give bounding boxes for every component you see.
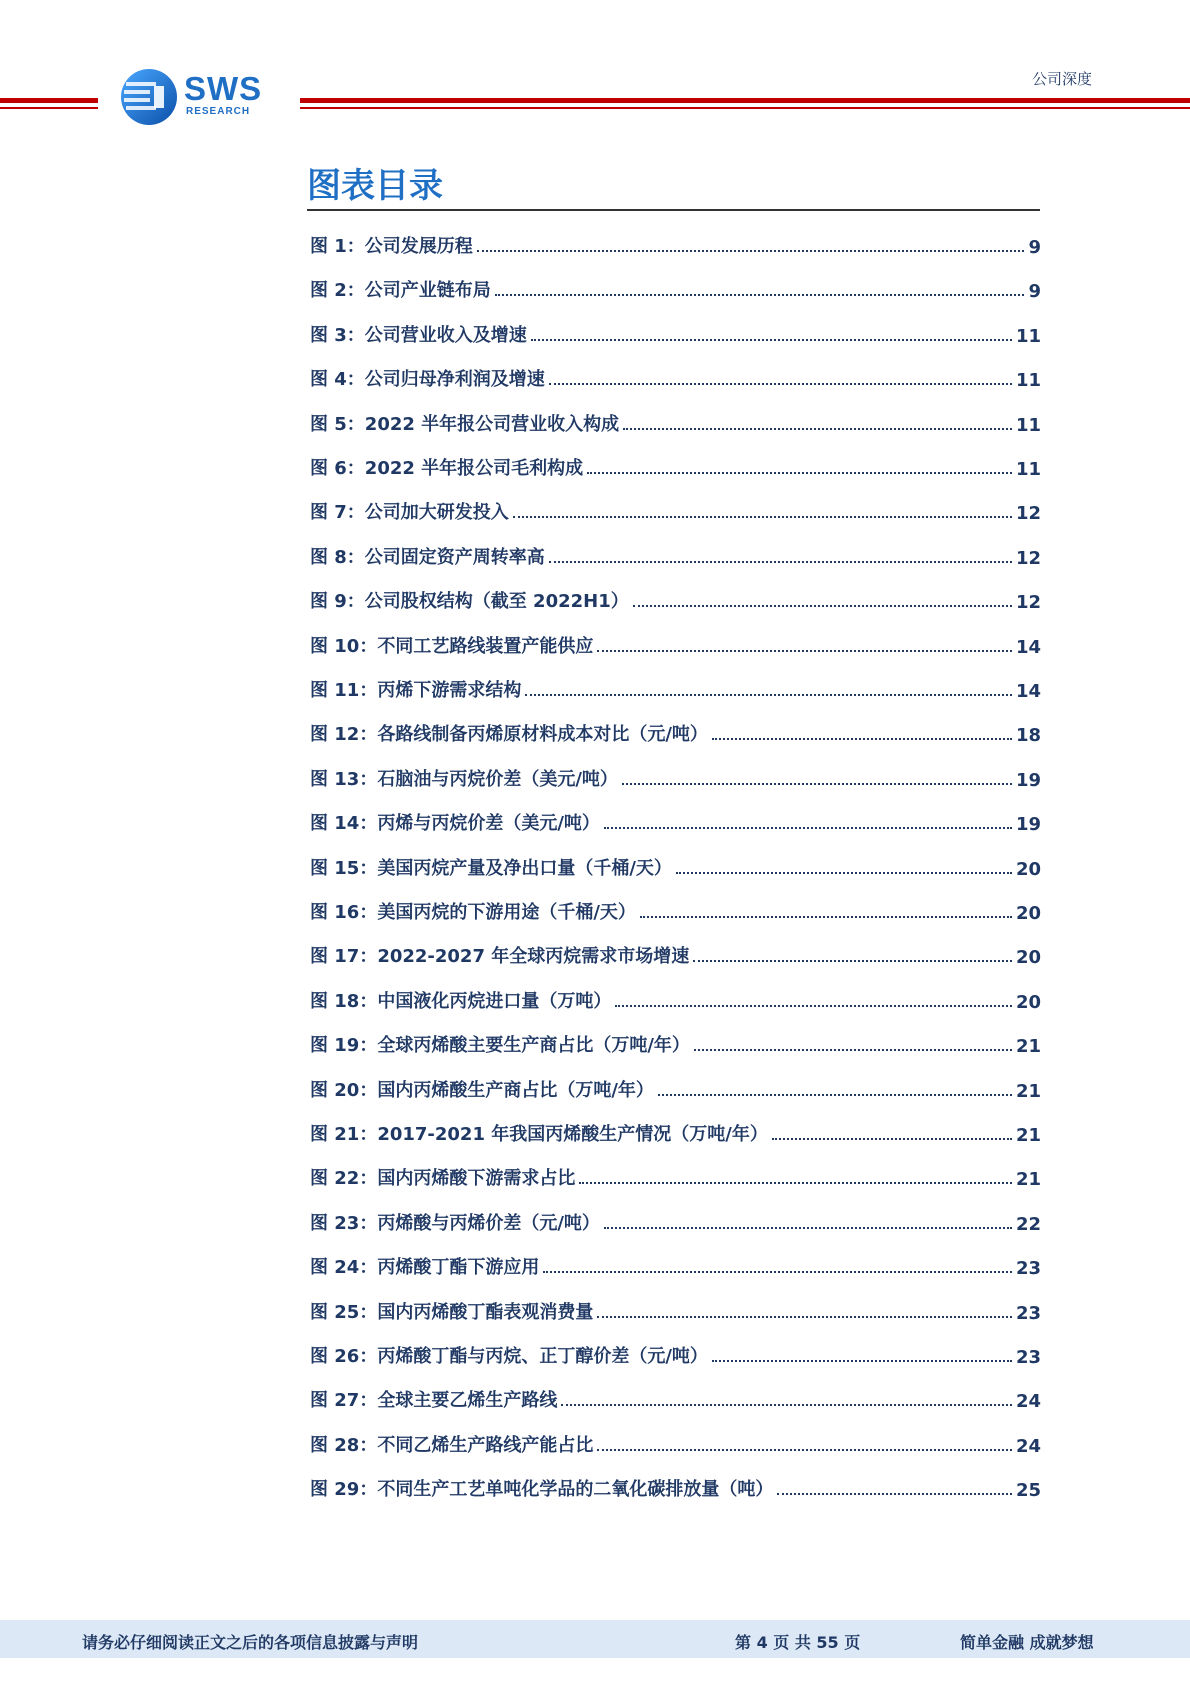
toc-entry-page: 12: [1015, 592, 1041, 614]
toc-entry-page: 20: [1015, 903, 1041, 924]
toc-entry-page: 23: [1015, 1347, 1041, 1368]
toc-entry[interactable]: [310, 1338, 1041, 1368]
toc-entry-page: 9: [1028, 237, 1041, 258]
toc-entry-page: 20: [1015, 947, 1041, 969]
toc-entry-page: 20: [1015, 991, 1041, 1013]
toc-entry-label: 图 23：丙烯酸与丙烯价差（元/吨）: [310, 1212, 600, 1234]
toc-entry-page: 19: [1015, 814, 1041, 836]
toc-entry-label: 图 13：石脑油与丙烷价差（美元/吨）: [310, 768, 618, 790]
toc-entry-page: 24: [1015, 1391, 1041, 1413]
toc-entry-label: 图 20：国内丙烯酸生产商占比（万吨/年）: [310, 1079, 654, 1101]
toc-entry[interactable]: [310, 1160, 1041, 1190]
toc-entry-page: 21: [1015, 1125, 1041, 1146]
toc-entry[interactable]: [310, 539, 1041, 569]
footer-slogan: 简单金融 成就梦想: [960, 1633, 1094, 1652]
toc-entry-page: 11: [1015, 414, 1041, 436]
toc-entry-page: 9: [1028, 281, 1041, 303]
toc-entry[interactable]: [310, 850, 1041, 880]
toc-entry[interactable]: [310, 1249, 1041, 1279]
toc-entry[interactable]: [310, 983, 1041, 1013]
toc-entry[interactable]: [310, 317, 1041, 347]
toc-entry-page: 21: [1015, 1169, 1041, 1191]
toc-entry-page: 14: [1015, 681, 1041, 702]
toc-entry-page: 23: [1015, 1302, 1041, 1324]
toc-entry-page: 21: [1015, 1036, 1041, 1058]
company-logo: [120, 66, 280, 128]
toc-entry-page: 12: [1015, 547, 1041, 569]
toc-entry[interactable]: [310, 761, 1041, 791]
toc-entry[interactable]: [310, 1427, 1041, 1457]
toc-entry-label: 图 7：公司加大研发投入: [310, 502, 509, 524]
header-rule-right: [300, 98, 1190, 109]
toc-entry-label: 图 15：美国丙烷产量及净出口量（千桶/天）: [310, 857, 672, 879]
toc-entry-label: 图 25：国内丙烯酸丁酯表观消费量: [310, 1301, 594, 1323]
toc-entry-label: 图 4：公司归母净利润及增速: [310, 369, 545, 391]
toc-entry-page: 11: [1015, 459, 1041, 480]
toc-entry[interactable]: [310, 628, 1041, 658]
toc-entry-label: 图 28：不同乙烯生产路线产能占比: [310, 1434, 594, 1456]
toc-entry[interactable]: [310, 1072, 1041, 1102]
toc-entry[interactable]: [310, 450, 1041, 480]
logo-text: SWS: [184, 70, 263, 107]
toc-entry-label: 图 12：各路线制备丙烯原材料成本对比（元/吨）: [310, 724, 708, 746]
toc-entry-label: 图 2：公司产业链布局: [310, 280, 491, 302]
toc-entry-label: 图 6：2022 半年报公司毛利构成: [310, 458, 584, 479]
page-title: 图表目录: [307, 166, 443, 206]
footer-page-info: 第 4 页 共 55 页: [735, 1633, 861, 1652]
report-type-label: 公司深度: [1032, 70, 1093, 88]
toc-entry-label: 图 24：丙烯酸丁酯下游应用: [310, 1257, 540, 1279]
toc-entry-label: 图 18：中国液化丙烷进口量（万吨）: [310, 990, 612, 1012]
toc-entry-page: 21: [1015, 1080, 1041, 1102]
toc-entry[interactable]: [310, 272, 1041, 302]
toc-entry-page: 11: [1015, 370, 1041, 392]
toc-entry[interactable]: [310, 672, 1041, 702]
toc-entry-label: 图 29：不同生产工艺单吨化学品的二氧化碳排放量（吨）: [310, 1479, 774, 1501]
toc-entry-page: 23: [1015, 1258, 1041, 1280]
toc-entry-page: 19: [1015, 769, 1041, 791]
toc-entry-label: 图 11：丙烯下游需求结构: [310, 680, 522, 701]
toc-entry[interactable]: [310, 228, 1041, 258]
toc-entry-page: 14: [1015, 636, 1041, 658]
toc-entry[interactable]: [310, 406, 1041, 436]
toc-entry[interactable]: [310, 1027, 1041, 1057]
toc-entry[interactable]: [310, 805, 1041, 835]
toc-entry-page: 24: [1015, 1435, 1041, 1457]
toc-entry-label: 图 17：2022-2027 年全球丙烷需求市场增速: [310, 946, 690, 968]
toc-entry-label: 图 14：丙烯与丙烷价差（美元/吨）: [310, 813, 600, 835]
title-divider: [307, 209, 1040, 211]
header-rule-left: [0, 98, 98, 109]
toc-entry[interactable]: [310, 1116, 1041, 1146]
footer-disclaimer: 请务必仔细阅读正文之后的各项信息披露与声明: [82, 1633, 419, 1652]
toc-entry-label: 图 9：公司股权结构（截至 2022H1）: [310, 591, 629, 613]
toc-entry-label: 图 16：美国丙烷的下游用途（千桶/天）: [310, 902, 636, 923]
toc-entry-label: 图 8：公司固定资产周转率高: [310, 546, 545, 568]
toc-entry[interactable]: [310, 938, 1041, 968]
toc-entry-label: 图 27：全球主要乙烯生产路线: [310, 1390, 558, 1412]
toc-entry-page: 25: [1015, 1480, 1041, 1502]
toc-entry[interactable]: [310, 1205, 1041, 1235]
toc-entry-page: 22: [1015, 1213, 1041, 1235]
toc-entry[interactable]: [310, 361, 1041, 391]
toc-entry-page: 11: [1015, 325, 1041, 347]
toc-entry[interactable]: [310, 583, 1041, 613]
toc-entry[interactable]: [310, 1382, 1041, 1412]
logo-subtext: RESEARCH: [186, 106, 251, 117]
toc-entry-label: 图 10：不同工艺路线装置产能供应: [310, 635, 594, 657]
toc-entry[interactable]: [310, 1471, 1041, 1501]
logo-globe-icon: [120, 68, 178, 126]
toc-entry[interactable]: [310, 1294, 1041, 1324]
toc-entry[interactable]: [310, 716, 1041, 746]
toc-entry-page: 12: [1015, 503, 1041, 525]
toc-entry[interactable]: [310, 894, 1041, 924]
toc-entry-label: 图 19：全球丙烯酸主要生产商占比（万吨/年）: [310, 1035, 690, 1057]
toc-entry-label: 图 1：公司发展历程: [310, 236, 473, 257]
toc-entry-label: 图 26：丙烯酸丁酯与丙烷、正丁醇价差（元/吨）: [310, 1346, 708, 1367]
toc-entry[interactable]: [310, 494, 1041, 524]
toc-entry-page: 20: [1015, 858, 1041, 880]
toc-entry-label: 图 3：公司营业收入及增速: [310, 324, 527, 346]
toc-entry-label: 图 21：2017-2021 年我国丙烯酸生产情况（万吨/年）: [310, 1124, 768, 1145]
toc-entry-label: 图 5：2022 半年报公司营业收入构成: [310, 413, 620, 435]
toc-entry-label: 图 22：国内丙烯酸下游需求占比: [310, 1168, 576, 1190]
toc-entry-page: 18: [1015, 725, 1041, 747]
